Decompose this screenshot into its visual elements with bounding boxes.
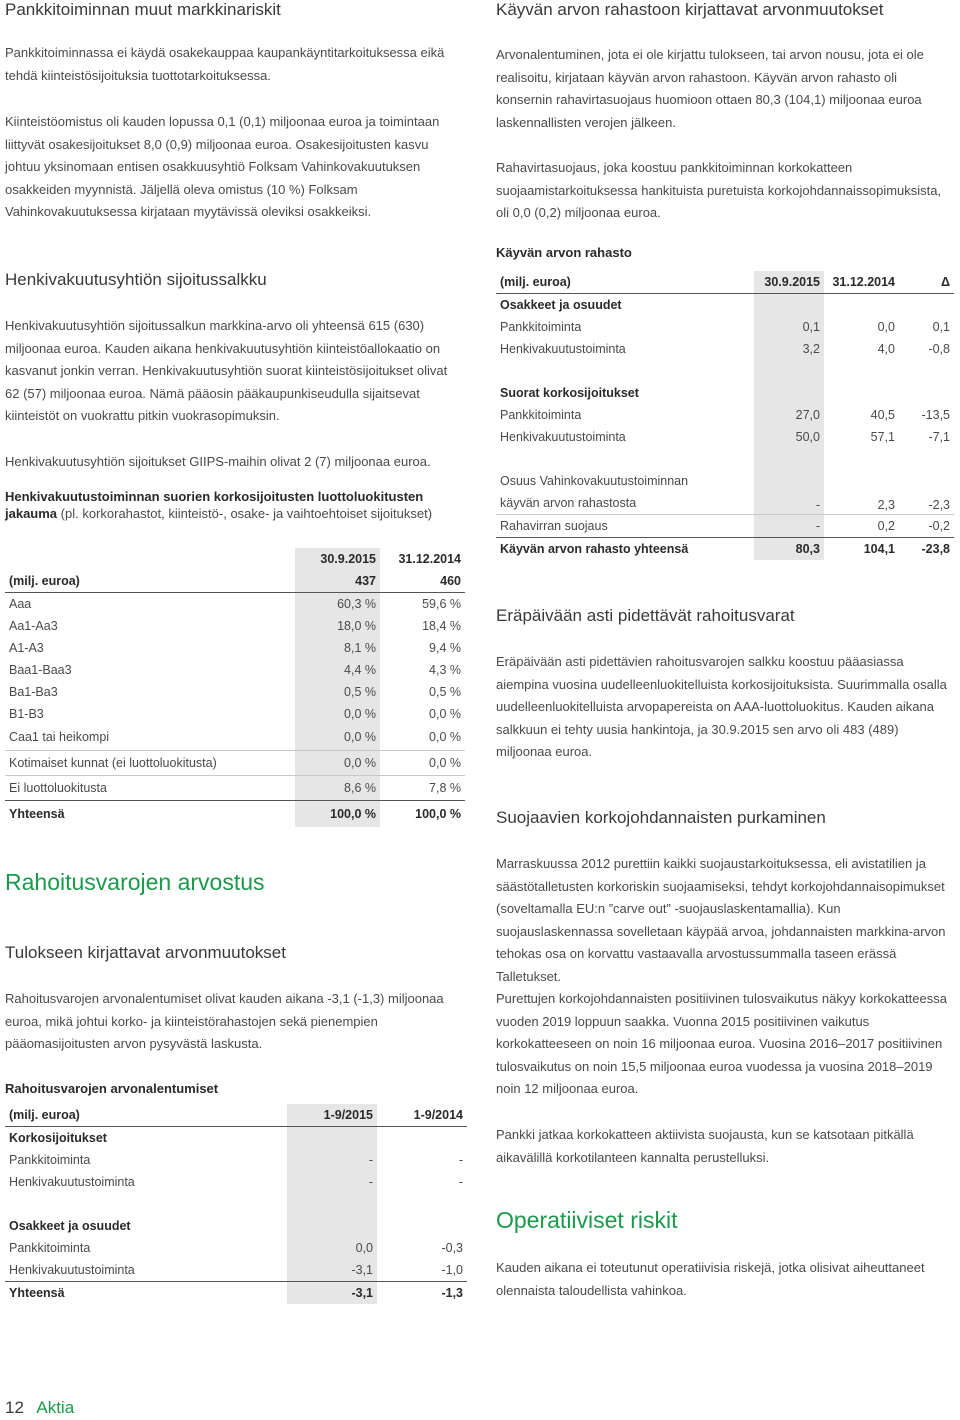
row-label: A1-A3 xyxy=(9,641,44,655)
row-label: Pankkitoiminta xyxy=(500,320,582,334)
column-header: 1-9/2014 xyxy=(377,1104,467,1127)
rating-title-rest: (pl. korkorahastot, kiinteistö-, osake- ja vaihtoehtoiset sijoitukset) xyxy=(57,506,433,521)
cell-value: 0,0 % xyxy=(429,707,461,721)
table-row xyxy=(496,515,954,538)
cell-value: 8,6 % xyxy=(295,775,380,800)
cell-value: -13,5 xyxy=(921,408,950,422)
column-header: 31.12.2014 xyxy=(398,552,461,566)
cell-value: 100,0 % xyxy=(295,800,380,827)
paragraph-fair-value-reserve: Arvonalentuminen, jota ei ole kirjattu tulokseen, tai arvon nousu, jota ei ole realisoitu, kirjataan käyvän arvon rahastoon. Käyvän arvon rahasto oli konsernin rahavirtasuojaus huomioon ottaen 80,3 (104,1) miljoonaa euroa laskennallisten verojen jälkeen. xyxy=(496,47,924,130)
column-header: 30.9.2015 xyxy=(295,548,380,570)
table-row xyxy=(5,1149,467,1171)
table-row xyxy=(5,681,465,703)
cell-value: 9,4 % xyxy=(429,641,461,655)
cell-value: -0,2 xyxy=(928,519,950,533)
table-total-row xyxy=(5,1282,467,1305)
table-group-row xyxy=(5,1127,467,1150)
table-row xyxy=(5,570,465,593)
heading-pnl-changes: Tulokseen kirjattavat arvonmuutokset xyxy=(5,943,286,962)
row-label: Kotimaiset kunnat (ei luottoluokitusta) xyxy=(5,750,295,775)
row-label: Henkivakuutustoiminta xyxy=(9,1175,135,1189)
row-label: Osuus Vahinkovakuutustoiminnan käyvän arvon rahastosta xyxy=(496,470,754,515)
paragraph-hedge-unwinding-2: Purettujen korkojohdannaisten positiivinen tulosvaikutus näkyy korkokatteessa vuoden 2019 loppuun saakka. Vuonna 2015 positiivinen vaikutus korkokatteeseen on noin 16 miljoonaa euroa. Vuosina 2016–2017 positiivinen tulosvaikutus on noin 15,5 miljoonaa euroa vuodessa ja vuosina 2018–2019 noin 12 miljoonaa euroa. xyxy=(496,991,947,1097)
cell-value: 40,5 xyxy=(870,408,895,422)
heading-hedge-unwinding: Suojaavien korkojohdannaisten purkaminen xyxy=(496,808,826,827)
cell-value: 437 xyxy=(295,570,380,593)
cell-value: 0,0 xyxy=(287,1237,377,1259)
table-row xyxy=(496,338,954,360)
cell-value: 4,3 % xyxy=(429,663,461,677)
table-group-row xyxy=(5,1215,467,1237)
paragraph-life-portfolio: Henkivakuutusyhtiön sijoitussalkun markkina-arvo oli yhteensä 615 (630) miljoonaa euroa. Kauden aikana henkivakuutusyhtiön kiinteistöallokaatio on kasvanut jonkin verran. Henkivakuutusyhtiön suorat kiinteistösijoitukset olivat 62 (57) miljoonaa euroa. Nämä pääosin pääkaupunkiseudulla sijaitsevat kiinteistöt on vuokrattu pitkin vuokrasopimuksin. xyxy=(5,318,448,424)
cell-value: -0,8 xyxy=(928,342,950,356)
row-label: Henkivakuutustoiminta xyxy=(500,430,626,444)
paragraph-hedge-unwinding-3: Pankki jatkaa korkokatteen aktiivista suojausta, kun se katsotaan pitkällä aikavälillä korkotilanteen kannalta perustelluksi. xyxy=(496,1127,914,1165)
table-row xyxy=(496,404,954,426)
row-label: (milj. euroa) xyxy=(5,570,295,593)
table-row xyxy=(5,615,465,637)
cell-value: - xyxy=(287,1149,377,1171)
paragraph-no-trading: Pankkitoiminnassa ei käydä osakekauppaa kaupankäyntitarkoituksessa eikä tehdä kiinteistösijoituksia tuottotarkoituksessa. xyxy=(5,45,445,83)
row-label: Henkivakuutustoiminta xyxy=(500,342,626,356)
row-label: Pankkitoiminta xyxy=(9,1153,91,1167)
table-header-row xyxy=(5,548,465,570)
heading-valuation: Rahoitusvarojen arvostus xyxy=(5,869,265,895)
row-label: B1-B3 xyxy=(9,707,44,721)
cell-value: -1,3 xyxy=(377,1282,467,1305)
cell-value: 460 xyxy=(380,570,465,593)
heading-other-market-risks: Pankkitoiminnan muut markkinariskit xyxy=(5,0,281,19)
row-label: (milj. euroa) xyxy=(496,271,754,294)
heading-life-portfolio: Henkivakuutusyhtiön sijoitussalkku xyxy=(5,270,267,289)
cell-value: 0,0 % xyxy=(295,703,380,725)
cell-value: -7,1 xyxy=(928,430,950,444)
cell-value: - xyxy=(458,1153,463,1167)
row-label: Pankkitoiminta xyxy=(9,1241,91,1255)
table-row xyxy=(5,1259,467,1282)
cell-value: 8,1 % xyxy=(295,637,380,659)
brand-name: Aktia xyxy=(36,1398,75,1417)
cell-value: 18,4 % xyxy=(422,619,461,633)
rating-title-bold: Henkivakuutustoiminnan suorien korkosijoitusten luottoluokitusten jakauma xyxy=(5,489,424,521)
column-header: 1-9/2015 xyxy=(287,1104,377,1127)
cell-value: 60,3 % xyxy=(295,593,380,616)
heading-operational-risks: Operatiiviset riskit xyxy=(496,1207,678,1233)
cell-value: 0,0 % xyxy=(295,750,380,775)
row-label: Aa1-Aa3 xyxy=(9,619,58,633)
paragraph-impairments: Rahoitusvarojen arvonalentumiset olivat kauden aikana -3,1 (-1,3) miljoonaa euroa, mikä johtui korko- ja kiinteistörahastojen sekä pienempien pääomasijoitusten arvon pysyvästä laskusta. xyxy=(5,991,444,1052)
table-spacer-row xyxy=(5,1193,467,1215)
cell-value: 18,0 % xyxy=(295,615,380,637)
table-group-row xyxy=(496,382,954,404)
table-row xyxy=(5,725,465,750)
cell-value: 0,5 % xyxy=(295,681,380,703)
table-row xyxy=(496,316,954,338)
table-row xyxy=(5,637,465,659)
row-label: Aaa xyxy=(9,597,32,611)
row-label: Ei luottoluokitusta xyxy=(9,780,107,795)
row-label: Caa1 tai heikompi xyxy=(5,725,295,750)
table-row xyxy=(496,426,954,448)
row-label: Rahavirran suojaus xyxy=(500,519,608,533)
row-label: Pankkitoiminta xyxy=(500,408,582,422)
table-row xyxy=(496,470,954,515)
cell-value: 0,0 xyxy=(877,320,895,334)
table-row xyxy=(5,659,465,681)
cell-value: 80,3 xyxy=(754,538,824,561)
cell-value: -0,3 xyxy=(441,1241,463,1255)
table-row xyxy=(5,1237,467,1259)
cell-value: 104,1 xyxy=(824,538,899,561)
impairments-table-title: Rahoitusvarojen arvonalentumiset xyxy=(5,1081,219,1096)
paragraph-cash-flow-hedge: Rahavirtasuojaus, joka koostuu pankkitoiminnan korkokatteen suojaamistarkoituksessa hankituista puretuista korkojohdannaissopimuksista, oli 0,0 (0,2) miljoonaa euroa. xyxy=(496,160,942,221)
cell-value: - xyxy=(458,1175,463,1189)
heading-held-to-maturity: Eräpäivään asti pidettävät rahoitusvarat xyxy=(496,606,795,625)
row-label: Yhteensä xyxy=(5,1282,287,1305)
cell-value: 57,1 xyxy=(870,430,895,444)
cell-value: -23,8 xyxy=(899,538,954,561)
cell-value: 27,0 xyxy=(754,404,824,426)
page-number: 12 xyxy=(5,1398,24,1417)
row-label: Ba1-Ba3 xyxy=(9,685,58,699)
heading-fair-value-changes: Käyvän arvon rahastoon kirjattavat arvonmuutokset xyxy=(496,0,884,19)
row-label: Käyvän arvon rahasto yhteensä xyxy=(496,538,754,561)
row-label: Yhteensä xyxy=(5,800,295,827)
paragraph-operational-risks: Kauden aikana ei toteutunut operatiivisia riskejä, jotka olisivat aiheuttaneet olennaista taloudellista vahinkoa. xyxy=(496,1260,925,1298)
table-row xyxy=(5,775,465,800)
cell-value: - xyxy=(754,515,824,538)
rating-table xyxy=(5,548,465,827)
cell-value: 0,0 % xyxy=(380,750,465,775)
cell-value: 4,4 % xyxy=(295,659,380,681)
group-label: Korkosijoitukset xyxy=(9,1131,107,1145)
paragraph-giips: Henkivakuutusyhtiön sijoitukset GIIPS-maihin olivat 2 (7) miljoonaa euroa. xyxy=(5,454,431,469)
group-label: Osakkeet ja osuudet xyxy=(500,298,622,312)
cell-value: 59,6 % xyxy=(422,597,461,611)
row-label: (milj. euroa) xyxy=(5,1104,287,1127)
column-header: Δ xyxy=(899,271,954,294)
cell-value: -1,0 xyxy=(441,1263,463,1277)
table-total-row xyxy=(5,800,465,827)
rating-table-title xyxy=(5,488,460,522)
group-label: Osakkeet ja osuudet xyxy=(9,1219,131,1233)
row-label: Baa1-Baa3 xyxy=(9,663,72,677)
paragraph-hedge-unwinding-1: Marraskuussa 2012 purettiin kaikki suojaustarkoituksessa, eli avistatilien ja säästötalletusten korkoriskin suojaamiseksi, tehdyt korkojohdannaisopimukset (soveltamalla EU:n ”carve out” -suojauslaskentamallia). Kun suojauslaskennassa sovelletaan käypää arvoa, johdannaisten markkina-arvon tehokas osa on korvattu vastaavalla arvostussummalla taseen erässä Talletukset. xyxy=(496,856,946,984)
column-header: 30.9.2015 xyxy=(754,271,824,294)
cell-value: -3,1 xyxy=(287,1259,377,1282)
impairments-table xyxy=(5,1104,467,1304)
table-row xyxy=(5,1171,467,1193)
cell-value: 4,0 xyxy=(877,342,895,356)
table-spacer-row xyxy=(496,360,954,382)
table-spacer-row xyxy=(496,448,954,470)
column-header: 31.12.2014 xyxy=(824,271,899,294)
cell-value: 3,2 xyxy=(754,338,824,360)
fv-table-title: Käyvän arvon rahasto xyxy=(496,245,632,260)
cell-value: 100,0 % xyxy=(380,800,465,827)
group-label: Suorat korkosijoitukset xyxy=(500,386,639,400)
paragraph-held-to-maturity: Eräpäivään asti pidettävien rahoitusvarojen salkku koostuu pääasiassa aiempina vuosina uudelleenluokitelluista korkosijoituksista. Suurimmalla osalla uudelleenluokitelluista arvopapereista on AAA-luottoluokitus. Kauden aikana salkkuun ei tehty uusia hankintoja, ja 30.9.2015 sen arvo oli 483 (489) miljoonaa euroa. xyxy=(496,654,947,760)
cell-value: 0,2 xyxy=(877,519,895,533)
table-row xyxy=(5,750,465,775)
cell-value: 0,1 xyxy=(754,316,824,338)
cell-value: - xyxy=(754,470,824,515)
cell-value: 0,1 xyxy=(932,320,950,334)
cell-value: 0,5 % xyxy=(429,685,461,699)
table-header-row xyxy=(496,271,954,294)
paragraph-real-estate: Kiinteistöomistus oli kauden lopussa 0,1 (0,1) miljoonaa euroa ja toimintaan liittyvät osakesijoitukset 8,0 (0,9) miljoonaa euroa. Osakesijoitusten kasvu johtuu yksinomaan entisen osakkuusyhtiö Folksam Vahinkovakuutuksen osakkeiden myynnistä. Jäljellä oleva omistus (10 %) Folksam Vahinkovakuutuksessa kirjataan myytävissä oleviksi osakkeiksi. xyxy=(5,114,440,220)
cell-value: 0,0 % xyxy=(380,725,465,750)
cell-value: -2,3 xyxy=(899,470,954,515)
cell-value: 50,0 xyxy=(754,426,824,448)
cell-value: 0,0 % xyxy=(295,725,380,750)
table-row xyxy=(5,703,465,725)
cell-value: - xyxy=(287,1171,377,1193)
table-row xyxy=(5,593,465,616)
table-header-row xyxy=(5,1104,467,1127)
page-footer xyxy=(5,1398,74,1418)
cell-value: -3,1 xyxy=(287,1282,377,1305)
table-group-row xyxy=(496,294,954,317)
fair-value-table xyxy=(496,271,954,560)
row-label: Henkivakuutustoiminta xyxy=(9,1263,135,1277)
cell-value: 7,8 % xyxy=(429,780,461,795)
table-total-row xyxy=(496,538,954,561)
cell-value: 2,3 xyxy=(824,470,899,515)
